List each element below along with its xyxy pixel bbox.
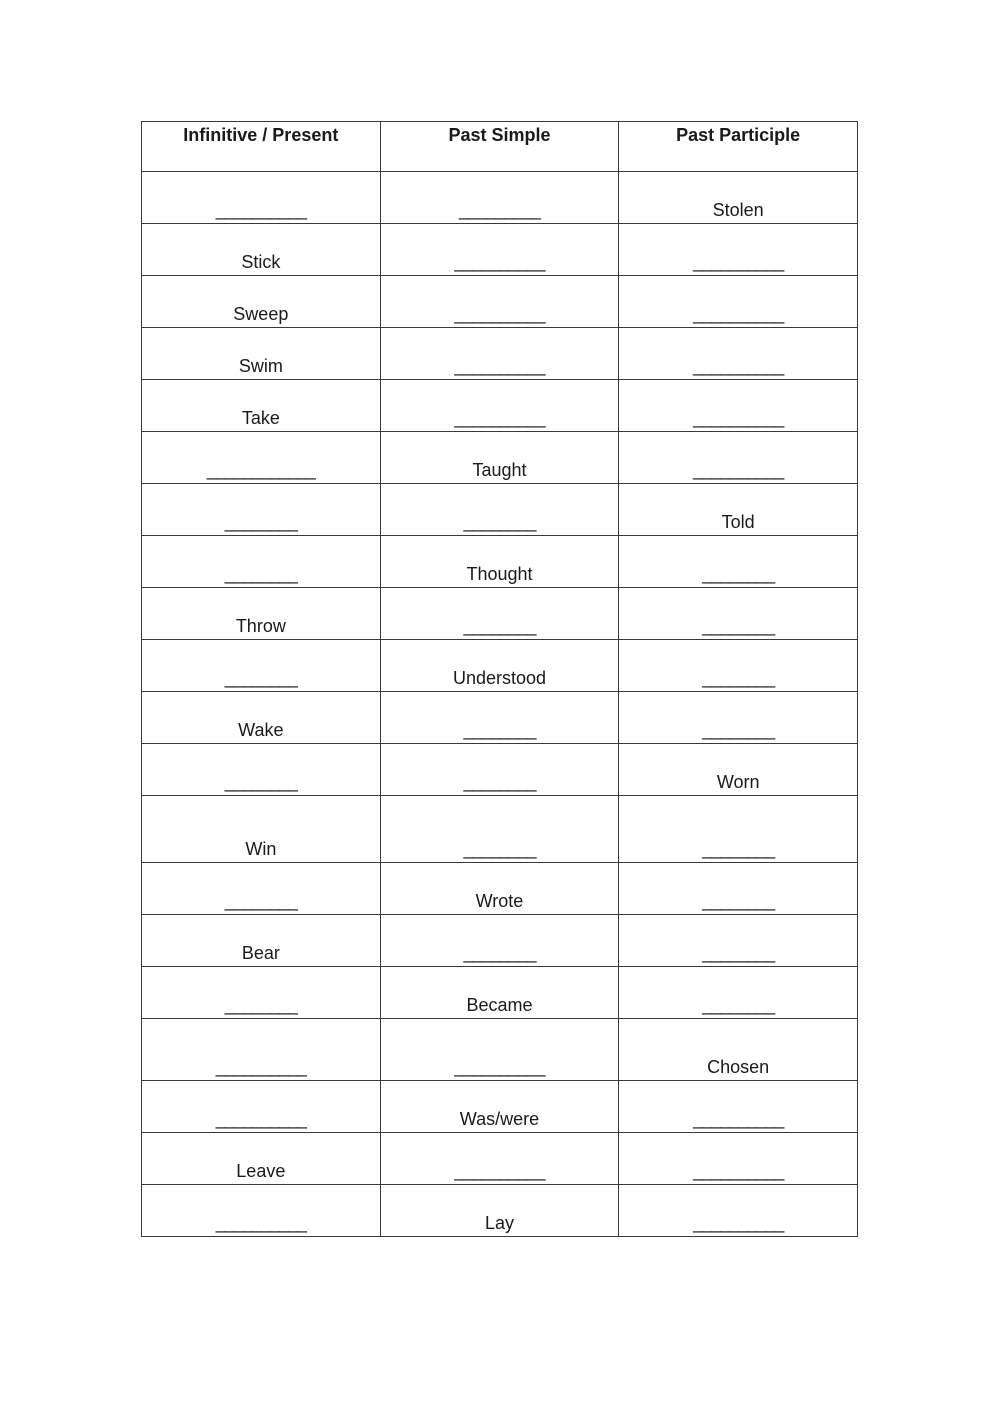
table-row — [142, 796, 858, 863]
table-row — [142, 863, 858, 915]
cell-past-simple: ________ — [380, 796, 619, 863]
table-row — [142, 1019, 858, 1081]
header-row — [142, 122, 858, 172]
cell-infinitive: Bear — [142, 915, 381, 967]
table-row — [142, 915, 858, 967]
table-row — [142, 224, 858, 276]
cell-infinitive: Win — [142, 796, 381, 863]
header-infinitive: Infinitive / Present — [142, 122, 381, 172]
cell-past-participle: __________ — [619, 432, 858, 484]
cell-past-participle: __________ — [619, 224, 858, 276]
cell-past-participle: __________ — [619, 1081, 858, 1133]
table-row — [142, 1133, 858, 1185]
cell-infinitive: Swim — [142, 328, 381, 380]
header-past-simple: Past Simple — [380, 122, 619, 172]
table-row — [142, 380, 858, 432]
cell-past-simple: Was/were — [380, 1081, 619, 1133]
cell-past-simple: __________ — [380, 328, 619, 380]
cell-past-participle: ________ — [619, 967, 858, 1019]
cell-past-participle: __________ — [619, 276, 858, 328]
cell-past-participle: Worn — [619, 744, 858, 796]
table-row — [142, 484, 858, 536]
cell-past-simple: __________ — [380, 1019, 619, 1081]
cell-past-simple: ________ — [380, 692, 619, 744]
cell-infinitive: Take — [142, 380, 381, 432]
cell-past-simple: Wrote — [380, 863, 619, 915]
table-row — [142, 1081, 858, 1133]
cell-past-simple: __________ — [380, 276, 619, 328]
cell-past-simple: Lay — [380, 1185, 619, 1237]
cell-past-participle: __________ — [619, 328, 858, 380]
cell-infinitive: Stick — [142, 224, 381, 276]
table-row — [142, 276, 858, 328]
cell-past-participle: Chosen — [619, 1019, 858, 1081]
table-row — [142, 328, 858, 380]
cell-past-simple: __________ — [380, 224, 619, 276]
cell-past-participle: ________ — [619, 588, 858, 640]
cell-infinitive: __________ — [142, 1081, 381, 1133]
cell-infinitive: __________ — [142, 172, 381, 224]
cell-infinitive: Sweep — [142, 276, 381, 328]
cell-infinitive: ________ — [142, 863, 381, 915]
cell-past-simple: ________ — [380, 915, 619, 967]
cell-past-participle: ________ — [619, 796, 858, 863]
cell-infinitive: ________ — [142, 640, 381, 692]
cell-infinitive: ________ — [142, 484, 381, 536]
cell-infinitive: __________ — [142, 1185, 381, 1237]
worksheet — [141, 121, 858, 1237]
cell-past-participle: ________ — [619, 536, 858, 588]
table-row — [142, 536, 858, 588]
cell-past-participle: ________ — [619, 863, 858, 915]
cell-past-simple: __________ — [380, 380, 619, 432]
cell-past-participle: __________ — [619, 380, 858, 432]
cell-past-participle: ________ — [619, 640, 858, 692]
table-row — [142, 744, 858, 796]
table-row — [142, 967, 858, 1019]
cell-infinitive: ________ — [142, 967, 381, 1019]
cell-past-simple: __________ — [380, 1133, 619, 1185]
cell-past-simple: Became — [380, 967, 619, 1019]
cell-past-simple: ________ — [380, 744, 619, 796]
cell-past-simple: Taught — [380, 432, 619, 484]
table-row — [142, 640, 858, 692]
cell-past-simple: _________ — [380, 172, 619, 224]
cell-past-participle: Told — [619, 484, 858, 536]
cell-past-simple: Understood — [380, 640, 619, 692]
header-past-participle: Past Participle — [619, 122, 858, 172]
cell-past-participle: __________ — [619, 1133, 858, 1185]
cell-infinitive: ____________ — [142, 432, 381, 484]
irregular-verbs-table — [141, 121, 858, 1237]
table-row — [142, 1185, 858, 1237]
cell-infinitive: ________ — [142, 744, 381, 796]
cell-infinitive: Leave — [142, 1133, 381, 1185]
cell-infinitive: Wake — [142, 692, 381, 744]
cell-infinitive: __________ — [142, 1019, 381, 1081]
cell-past-participle: Stolen — [619, 172, 858, 224]
table-row — [142, 432, 858, 484]
cell-past-simple: ________ — [380, 484, 619, 536]
table-row — [142, 692, 858, 744]
cell-infinitive: Throw — [142, 588, 381, 640]
cell-past-participle: __________ — [619, 1185, 858, 1237]
cell-past-simple: Thought — [380, 536, 619, 588]
table-row — [142, 172, 858, 224]
cell-past-participle: ________ — [619, 915, 858, 967]
cell-past-participle: ________ — [619, 692, 858, 744]
table-row — [142, 588, 858, 640]
cell-past-simple: ________ — [380, 588, 619, 640]
cell-infinitive: ________ — [142, 536, 381, 588]
